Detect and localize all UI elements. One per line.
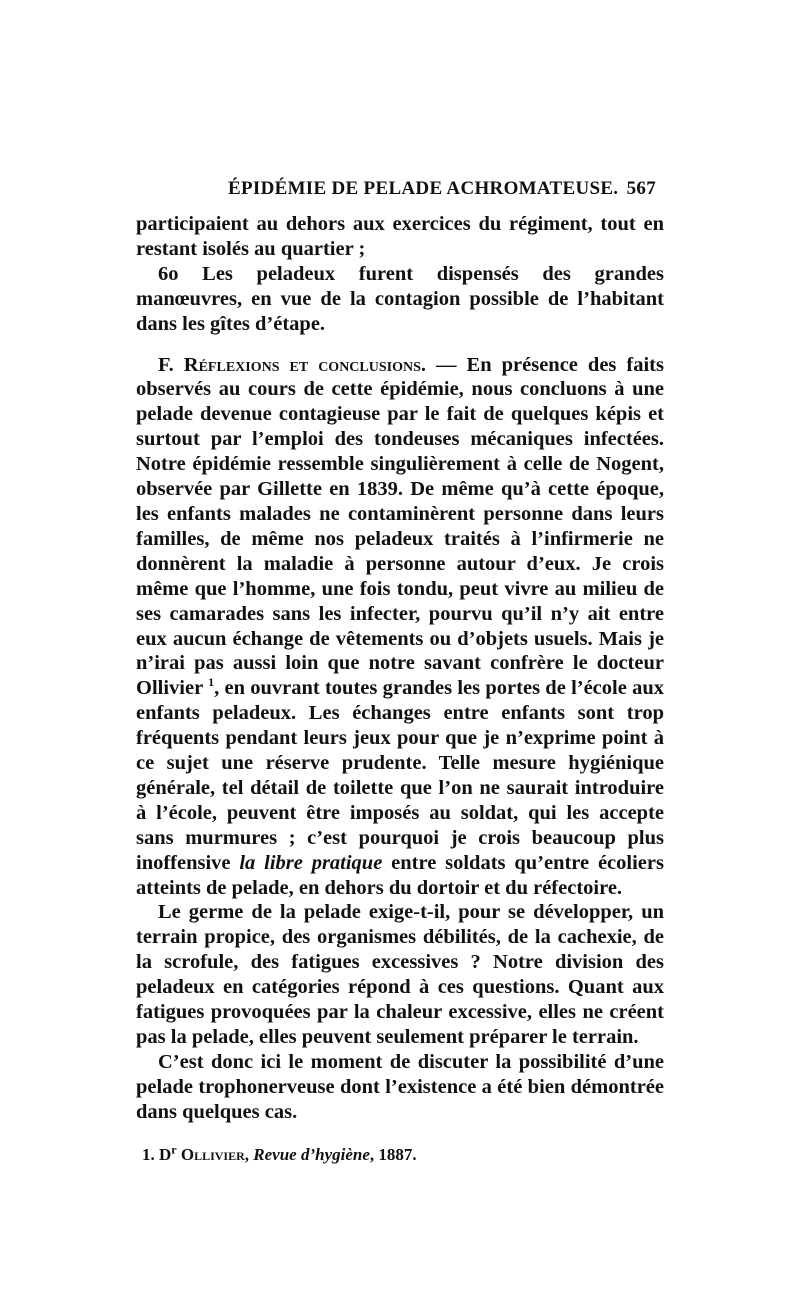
- page-number: 567: [626, 178, 656, 199]
- paragraph-text-part-1: — En présence des faits observés au cours de cette épidémie, nous concluons à une pelade devenue contagieuse par le fait de quelques képis et surtout par l’emploi des tondeuses mécaniques infectées. Notre épidémie ressemble singulièrement à celle de Nogent, observée par Gillette en 1839. De même qu’à cette époque, les enfants malades ne contaminèrent personne dans leurs familles, de même nos peladeux traités à l’infirmerie ne donnèrent la maladie à personne autour d’eux. Je crois même que l’homme, une fois tondu, peut vivre au milieu de ses camarades sans les infecter, pourvu qu’il n’y ait entre eux aucun échange de vêtements ou d’objets usuels. Mais je n’irai pas aussi loin que notre savant confrère le docteur Ollivier: [136, 353, 664, 700]
- body-text: [136, 212, 664, 1125]
- footnote-reference: 1: [208, 675, 215, 690]
- paragraph-continuation: participaient au dehors aux exercices du régiment, tout en restant isolés au quartier ;: [136, 213, 664, 260]
- footnote-title-sup: r: [171, 1141, 177, 1156]
- running-head: [136, 178, 664, 212]
- paragraph-text-part-3: entre soldats qu’entre écoliers atteints de pelade, en dehors du dortoir et du réfectoire.: [136, 851, 664, 899]
- paragraph-conclusion: C’est donc ici le moment de discuter la possibilité d’une pelade trophonerveuse dont l’existence a été bien démontrée dans quelques cas.: [136, 1050, 664, 1123]
- footnote-number: 1.: [142, 1144, 155, 1164]
- book-page: [136, 178, 664, 1165]
- paragraph-germe: Le germe de la pelade exige-t-il, pour se développer, un terrain propice, des organismes débilités, de la cachexie, de la scrofule, des fatigues excessives ? Notre division des peladeux en catégories répond à ces questions. Quant aux fatigues provoquées par la chaleur excessive, elles ne créent pas la pelade, elles peuvent seulement préparer le terrain.: [136, 901, 664, 1048]
- running-title: ÉPIDÉMIE DE PELADE ACHROMATEUSE.: [228, 178, 619, 199]
- section-heading: Réflexions et conclusions.: [183, 353, 427, 376]
- section-letter: F.: [158, 353, 174, 376]
- paragraph-text-part-2: , en ouvrant toutes grandes les portes de l’école aux enfants peladeux. Les échanges entre enfants sont trop fréquents pendant leurs jeux pour que je n’exprime point à ce sujet une réserve prudente. Telle mesure hygiénique générale, tel détail de toilette que l’on ne saurait introduire à l’école, peuvent être imposés au soldat, qui les accepte sans murmures ; c’est pourquoi je crois beaucoup plus inoffensive: [136, 677, 664, 874]
- paragraph-reflexions: [136, 353, 664, 901]
- footnote-title-abbrev: D: [159, 1144, 172, 1164]
- footnote-author: Ollivier: [180, 1144, 245, 1164]
- footnote-separator: ,: [244, 1144, 254, 1164]
- italic-phrase: la libre pratique: [239, 851, 383, 874]
- paragraph-item-6: 6o Les peladeux furent dispensés des grandes manœuvres, en vue de la contagion possible de l’habitant dans les gîtes d’étape.: [136, 262, 664, 335]
- footnote: [136, 1141, 664, 1165]
- footnote-journal: Revue d’hygiène: [253, 1144, 370, 1164]
- footnote-year: , 1887.: [369, 1144, 417, 1164]
